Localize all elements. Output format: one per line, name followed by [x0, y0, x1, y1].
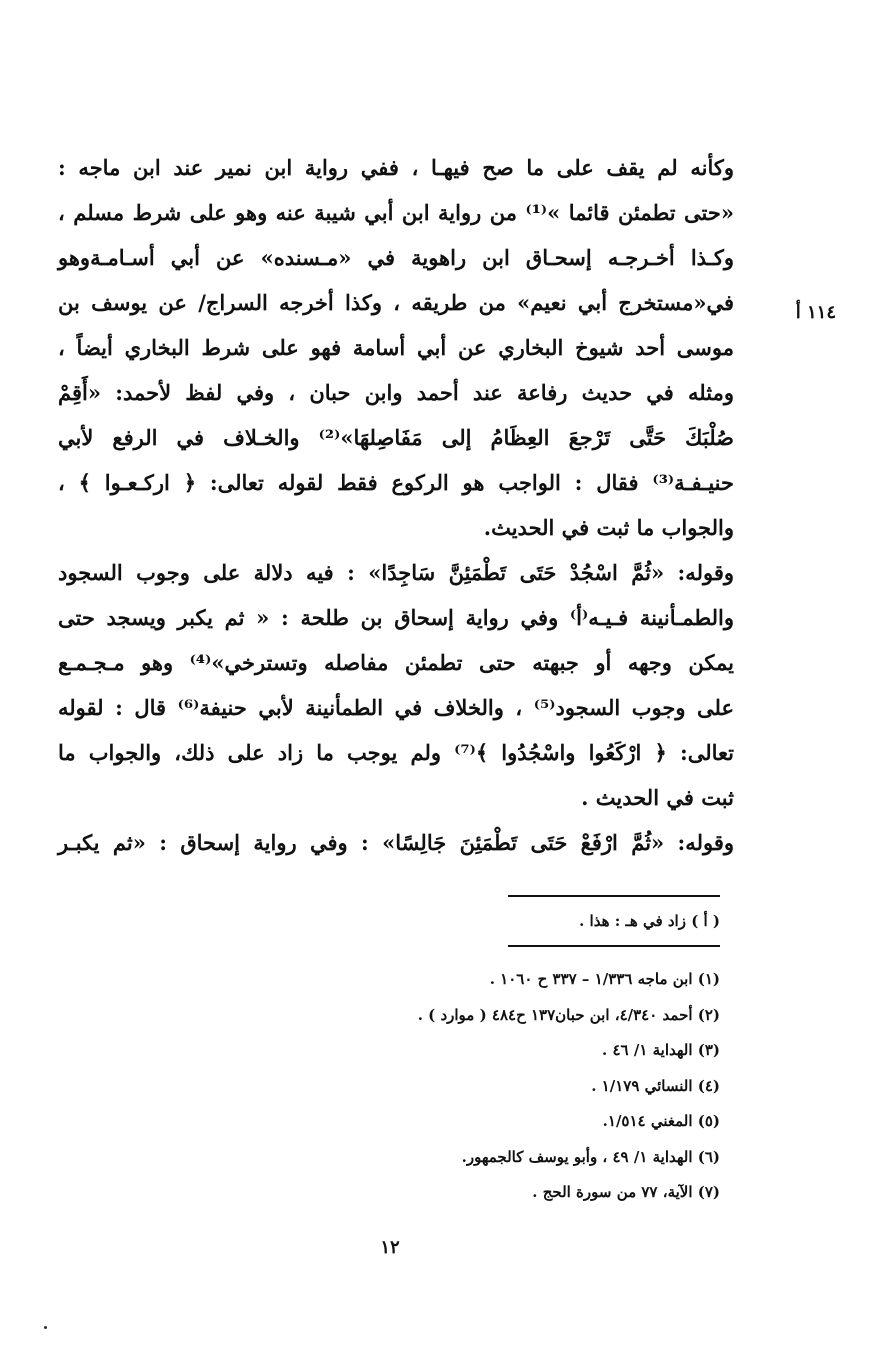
footnote-item: (١) ابن ماجه ١/٣٣٦ – ٣٣٧ ح ١٠٦٠ .	[489, 970, 720, 988]
footnote-item: (٦) الهداية ١/ ٤٩ ، وأبو يوسف كالجمهور.	[461, 1147, 720, 1166]
text-line: وقوله: «ثُمَّ ارْفَعْ حَتَى تَطْمَئِنَ جَالِسًا» : وفي رواية إسحاق : «ثم يكبـر	[58, 830, 734, 855]
manuscript-folio-reference: ١١٤ أ	[795, 302, 836, 323]
footnote-item: (٢) أحمد ٤/٣٤٠، ابن حبان١٣٧ ح٤٨٤ ( موارد ) .	[417, 1005, 720, 1024]
footnote-separator	[508, 945, 720, 947]
main-text	[58, 145, 734, 865]
footnote-item: (٥) المغني ١/٥١٤.	[602, 1112, 720, 1130]
text-line: على وجوب السجود⁽⁵⁾ ، والخلاف في الطمأنينة لأبي حنيفة⁽⁶⁾ قال : لقوله	[58, 695, 735, 720]
text-line: وكـذا أخـرجـه إسحـاق ابن راهوية في «مـسنده» عن أبي أسـامـةوهو	[58, 245, 734, 270]
text-line: يمكن وجهه أو جبهته حتى تطمئن مفاصله وتسترخي»⁽⁴⁾ وهو مـجـمـع	[58, 650, 734, 675]
footnote-item: (٣) الهداية ١/ ٤٦ .	[602, 1041, 720, 1059]
text-line: صُلْبَكَ حَتَّى تَرْجعَ العِظَامُ إلى مَفَاصِلهَا»⁽²⁾ والخـلاف في الرفع لأبي	[58, 425, 734, 450]
scan-speck	[44, 1326, 47, 1329]
text-line: وكأنه لم يقف على ما صح فيهـا ، ففي رواية ابن نمير عند ابن ماجه :	[58, 155, 734, 180]
text-line: تعالى: ﴿ ارْكَعُوا واسْجُدُوا ﴾⁽⁷⁾ ولم يوجب ما زاد على ذلك، والجواب ما	[58, 740, 734, 765]
text-line: ثبت في الحديث .	[581, 785, 734, 810]
text-line: والطمـأنينة فـيـه⁽أ⁾ وفي رواية إسحاق بن طلحة : « ثم يكبر ويسجد حتى	[58, 605, 734, 630]
footnote-separator	[508, 895, 720, 897]
footnote-item: (٧) الآية، ٧٧ من سورة الحج .	[532, 1183, 720, 1201]
text-line: موسى أحد شيوخ البخاري عن أبي أسامة فهو على شرط البخاري أيضاً ،	[58, 335, 734, 360]
footnote-item: (٤) النسائي ١/١٧٩ .	[591, 1076, 720, 1095]
text-line: ومثله في حديث رفاعة عند أحمد وابن حبان ، وفي لفظ لأحمد: «أَقِمْ	[58, 380, 734, 405]
text-line: وقوله: «ثُمَّ اسْجُدْ حَتَى تَطْمَئِنَّ سَاجِدًا» : فيه دلالة على وجوب السجود	[58, 560, 734, 585]
text-line: حنيـفـة⁽³⁾ فقال : الواجب هو الركوع فقط لقوله تعالى: ﴿ اركـعـوا ﴾ ،	[58, 470, 734, 495]
text-line: في«مستخرج أبي نعيم» من طريقه ، وكذا أخرجه السراج/ عن يوسف بن	[58, 290, 734, 315]
text-line: والجواب ما ثبت في الحديث.	[483, 515, 734, 540]
footnotes	[300, 962, 720, 1211]
editorial-note: ( أ ) زاد في هـ : هذا .	[579, 912, 720, 930]
text-line: «حتى تطمئن قائما »⁽¹⁾ من رواية ابن أبي شيبة عنه وهو على شرط مسلم ،	[58, 200, 734, 225]
page-number: ١٢	[380, 1237, 400, 1258]
